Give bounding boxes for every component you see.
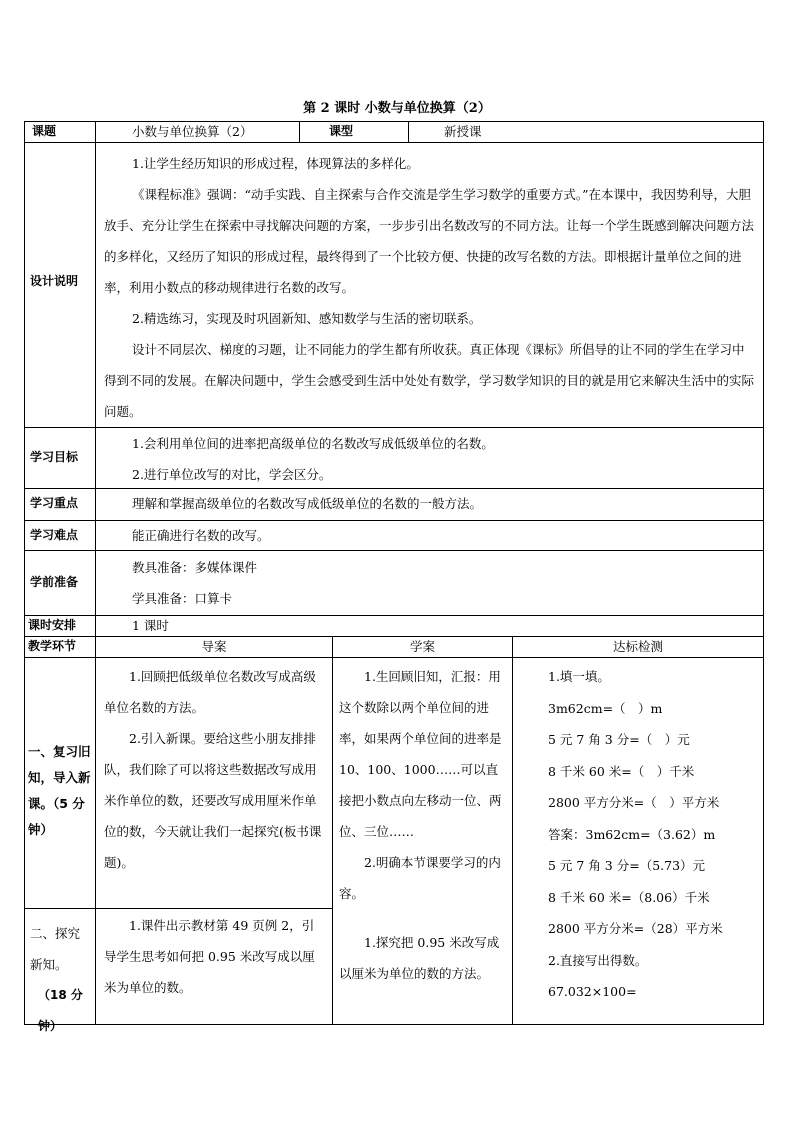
goals-list	[132, 428, 752, 490]
stage2-study-item: 1.探究把 0.95 米改写成以厘米为单位的数的方法。	[339, 935, 500, 981]
check-line: 3m62cm=（ ）m	[548, 700, 663, 716]
topic-value: 小数与单位换算（2）	[132, 124, 253, 139]
check-line: 8 千米 60 米=（ ）千米	[548, 763, 695, 779]
stage1-study-item: 1.生回顾旧知，汇报：用这个数除以两个单位间的进率，如果两个单位间的进率是 10、100、1000……可以直接把小数点向左移动一位、两位、三位……	[339, 669, 502, 839]
check-line: 8 千米 60 米=（8.06）千米	[548, 889, 710, 905]
difficulty-text: 能正确进行名数的改写。	[132, 528, 270, 543]
check-line: 5 元 7 角 3 分=（ ）元	[548, 732, 690, 747]
stage2-study	[339, 927, 507, 989]
lesson-plan-table	[24, 121, 764, 1033]
design-paragraph: 2.精选练习，实现及时巩固新知、感知数学与生活的密切联系。	[132, 311, 482, 326]
col-check-header: 达标检测	[612, 639, 663, 654]
check-line: 1.填一填。	[548, 669, 610, 684]
stage1-guide-item: 1.回顾把低级单位名数改写成高级单位名数的方法。	[104, 669, 316, 715]
type-label: 课型	[329, 124, 354, 138]
goal-item: 1.会利用单位间的进率把高级单位的名数改写成低级单位的名数。	[132, 436, 494, 451]
stage1-guide	[104, 661, 326, 878]
stage2-label-main: 二、探究新知。	[30, 926, 81, 972]
col-stage-header: 教学环节	[28, 639, 77, 653]
stage1-study-item: 2.明确本节课要学习的内容。	[339, 855, 501, 901]
check-line: 67.032×100=	[548, 984, 637, 999]
design-paragraph: 设计不同层次、梯度的习题，让不同能力的学生都有所收获。真正体现《课标》所倡导的让不同的学生在学习中得到不同的发展。在解决问题中，学生会感受到生活中处处有数学，学习数学知识的目的就是用它来解决生活中的实际问题。	[104, 342, 755, 419]
prep-item: 学具准备：口算卡	[132, 591, 233, 606]
stage2-guide	[104, 910, 326, 1003]
check-line: 2.直接写出得数。	[548, 952, 648, 968]
goals-label: 学习目标	[30, 450, 79, 464]
design-paragraph: 1.让学生经历知识的形成过程，体现算法的多样化。	[132, 156, 419, 171]
col-study-header: 学案	[409, 639, 435, 654]
stage2-label-time: （18 分钟）	[38, 988, 83, 1033]
design-paragraph: 《课程标准》强调：“动手实践、自主探索与合作交流是学生学习数学的重要方式。”在本课中，我因势利导，大胆放手、充分让学生在探索中寻找解决问题的方案，一步步引出名数改写的不同方法。让每一个学生既感到解决问题方法的多样化，又经历了知识的形成过程，最终得到了一个比较方便、快捷的改写名数的方法。即根据计量单位之间的进率，利用小数点的移动规律进行名数的改写。	[104, 187, 755, 295]
topic-label: 课题	[32, 124, 57, 138]
key-point-label: 学习重点	[30, 496, 79, 510]
check-line: 5 元 7 角 3 分=（5.73）元	[548, 858, 706, 873]
prep-list	[132, 552, 752, 614]
stage1-guide-item: 2.引入新课。要给这些小朋友排排队，我们除了可以将这些数据改写成用米作单位的数，还要改写成用厘米作单位的数，今天就让我们一起探究(板书课题)。	[104, 731, 322, 870]
type-value: 新授课	[444, 124, 482, 139]
check-line: 答案：3m62cm=（3.62）m	[548, 826, 716, 842]
goal-item: 2.进行单位改写的对比，学会区分。	[132, 467, 332, 482]
page-title: 第 2 课时 小数与单位换算（2）	[303, 101, 491, 116]
check-line: 2800 平方分米=（ ）平方米	[548, 795, 720, 810]
key-point-text: 理解和掌握高级单位的名数改写成低级单位的名数的一般方法。	[132, 496, 483, 511]
schedule-label: 课时安排	[28, 618, 77, 632]
design-label: 设计说明	[30, 274, 79, 288]
check-list	[548, 661, 760, 1008]
design-text	[104, 148, 756, 427]
check-line: 2800 平方分米=（28）平方米	[548, 921, 723, 936]
prep-item: 教具准备：多媒体课件	[132, 560, 258, 575]
schedule-text: 1 课时	[132, 618, 169, 633]
stage1-label: 一、复习旧知，导入新课。（5 分钟）	[28, 744, 91, 837]
difficulty-label: 学习难点	[30, 528, 79, 542]
prep-label: 学前准备	[30, 575, 79, 589]
stage2-label	[30, 918, 92, 1042]
col-guide-header: 导案	[201, 639, 227, 654]
stage1-study	[339, 661, 507, 909]
stage2-guide-item: 1.课件出示教材第 49 页例 2，引导学生思考如何把 0.95 米改写成以厘米为单位的数。	[104, 918, 315, 995]
